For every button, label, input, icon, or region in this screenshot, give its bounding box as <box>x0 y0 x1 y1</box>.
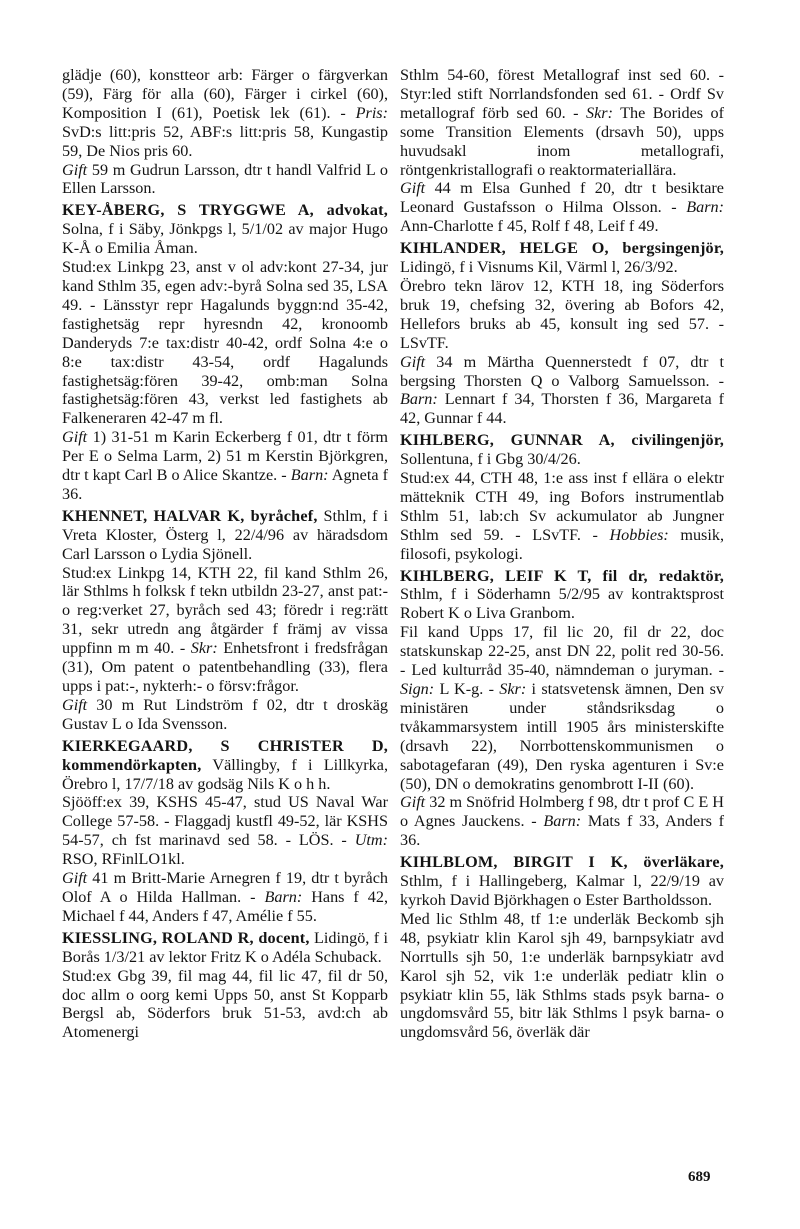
entry-paragraph <box>62 66 388 161</box>
entry-paragraph <box>62 564 388 696</box>
entry-text: Hans f 42, Michael f 44, Anders f 47, Amélie f 55. <box>62 887 388 925</box>
entry-paragraph <box>400 353 724 429</box>
entry-paragraph <box>400 179 724 236</box>
entry-text: Sthlm, f i Söderhamn 5/2/95 av kontraktsprost Robert K o Liva Granbom. <box>400 585 724 623</box>
entry-text: Ann-Charlotte f 45, Rolf f 48, Leif f 49. <box>400 217 659 236</box>
section-label: Gift <box>62 428 88 447</box>
section-label: Barn: <box>543 812 582 831</box>
entry-text: Fil kand Upps 17, fil lic 20, fil dr 22, doc statskunskap 22-25, anst DN 22, polit red 30-56. - Led kulturråd 35-40, nämndeman o juryman. - <box>400 623 724 680</box>
section-label: Barn: <box>400 390 438 409</box>
entry-text: musik, filosofi, psykologi. <box>400 525 724 563</box>
entry-text: 30 m Rut Lindström f 02, dtr t droskäg Gustav L o Ida Svensson. <box>62 695 388 733</box>
entry-name: KIHLBERG, LEIF K T, fil dr, redaktör, <box>400 566 724 585</box>
entry-paragraph <box>400 469 724 564</box>
left-column <box>62 66 388 1042</box>
entry-text: Mats f 33, Anders f 36. <box>400 812 724 850</box>
entry-text: Örebro tekn lärov 12, KTH 18, ing Söderfors bruk 19, chefsing 32, övering ab Bofors 42, Hellefors bruks ab 45, konsult ing sed 57. - LSvTF. <box>400 276 724 352</box>
entry-paragraph <box>62 696 388 734</box>
entry-text: Lidingö, f i Visnums Kil, Värml l, 26/3/92. <box>400 258 678 277</box>
entry-text: Sthlm, f i Vreta Kloster, Österg l, 22/4/96 av häradsdom Carl Larsson o Lydia Sjönell. <box>62 506 389 563</box>
entry-text: Enhetsfront i fredsfrågan (31), Om patent o patentbehandling (33), flera upps i pat:-, nykterh:- o försv:frågor. <box>62 639 389 695</box>
entry-text: Lennart f 34, Thorsten f 36, Margareta f 42, Gunnar f 44. <box>400 390 724 428</box>
entry-name: KIESSLING, ROLAND R, docent, <box>62 928 310 947</box>
entry-name: KIHLBLOM, BIRGIT I K, överläkare, <box>400 853 724 872</box>
entry-paragraph <box>400 793 724 850</box>
section-label: Skr: <box>190 639 218 658</box>
section-label: Gift <box>400 352 426 371</box>
entry-text: Med lic Sthlm 48, tf 1:e underläk Beckomb sjh 48, psykiatr klin Karol sjh 49, barnpsykiatr avd Norrtulls sjh 50, 1:e underläk barnpsykiatr avd Karol sjh 52, vik 1:e underläk pediatr klin o psykiatr klin 55, läk Sthlms stads psyk barna- o ungdomsvård 55, bitr läk Sthlms l psyk barna- o ungdomsvård 56, överläk där <box>400 909 724 1042</box>
section-label: Pris: <box>355 103 388 122</box>
entry-text: RSO, RFinlLO1kl. <box>62 850 185 869</box>
entry-paragraph <box>62 869 388 926</box>
entry-name: KEY-ÅBERG, S TRYGGWE A, advokat, <box>62 201 388 220</box>
entry-text: The Borides of some Transition Elements (drsavh 50), upps huvudsakl inom metallografi, röntgenkristallografi o reaktormateriallära. <box>400 103 725 179</box>
entry-text: Stud:ex Linkpg 23, anst v ol adv:kont 27-34, jur kand Sthlm 35, egen adv:-byrå Solna sed 35, LSA 49. - Länsstyr repr Hagalunds byggn:nd 35-42, fastighetsäg repr hyresndn 42, kronoomb Danderyds 7:e tax:distr 40-42, ordf Solna 4:e o 8:e tax:distr 43-54, ordf Hagalunds fastighetsäg:fören 39-42, omb:man Solna fastighetsäg:fören 43, verkst led fastighets ab Falkeneraren 42-47 m fl. <box>62 258 388 428</box>
entry-paragraph <box>400 66 724 179</box>
section-label: Gift <box>62 869 88 888</box>
entry-text: 34 m Märtha Quennerstedt f 07, dtr t bergsing Thorsten Q o Valborg Samuelsson. - <box>400 352 724 390</box>
entry-paragraph <box>400 910 724 1042</box>
section-label: Utm: <box>354 831 388 850</box>
entry-name: KIHLBERG, GUNNAR A, civilingenjör, <box>400 431 724 450</box>
biography-entry-heading <box>400 431 724 469</box>
entry-text: 41 m Britt-Marie Arnegren f 19, dtr t byråch Olof A o Hilda Hallman. - <box>62 869 388 906</box>
section-label: Sign: <box>400 680 435 698</box>
section-label: Skr: <box>586 103 613 122</box>
entry-text: Sollentuna, f i Gbg 30/4/26. <box>400 450 581 469</box>
entry-text: Vällingby, f i Lillkyrka, Örebro l, 17/7/18 av godsäg Nils K o h h. <box>62 755 388 793</box>
entry-text: L K-g. - <box>434 680 500 698</box>
entry-text: 44 m Elsa Gunhed f 20, dtr t besiktare Leonard Gustafsson o Hilma Olsson. - <box>400 179 724 217</box>
entry-paragraph <box>62 967 388 1043</box>
section-label: Barn: <box>264 887 303 906</box>
biography-entry-heading <box>62 737 388 794</box>
entry-text: Agneta f 36. <box>62 466 388 503</box>
section-label: Skr: <box>499 680 527 698</box>
section-label: Barn: <box>290 466 329 485</box>
entry-text: Sthlm 54-60, förest Metallograf inst sed 60. - Styr:led stift Norrlandsfonden sed 61. - Ordf Sv metallograf förb sed 60. - <box>400 66 724 122</box>
entry-text: Lidingö, f i Borås 1/3/21 av lektor Fritz K o Adéla Schuback. <box>62 928 388 966</box>
entry-text: Stud:ex 44, CTH 48, 1:e ass inst f ellära o elektr mätteknik CTH 49, ing Bofors instrumentlab Sthlm 51, lab:ch Sv ackumulator ab Jungner Sthlm sed 59. - LSvTF. - <box>400 469 724 544</box>
entry-text: Stud:ex Gbg 39, fil mag 44, fil lic 47, fil dr 50, doc allm o oorg kemi Upps 50, anst St Kopparb Bergsl ab, Söderfors bruk 51-53, avd:ch ab Atomenergi <box>62 966 388 1042</box>
biography-entry-heading <box>400 853 724 910</box>
entry-text: 59 m Gudrun Larsson, dtr t handl Valfrid L o Ellen Larsson. <box>62 160 388 198</box>
entry-paragraph <box>62 258 388 428</box>
section-label: Hobbies: <box>609 525 669 544</box>
entry-text: Stud:ex Linkpg 14, KTH 22, fil kand Sthlm 26, lär Sthlms h folksk f tekn utbildn 23-27, anst pat:- o reg:verket 27, byråch sed 43; föredr i reg:rätt 31, sekr utredn ang åtgärder f främj av vissa uppfinn m m 40. - <box>62 563 388 658</box>
biography-entry-heading <box>62 929 388 967</box>
entry-name: KHENNET, HALVAR K, byråchef, <box>62 506 318 525</box>
biography-entry-heading <box>400 239 724 277</box>
section-label: Gift <box>62 695 88 714</box>
entry-text: i statsvetensk ämnen, Den sv ministären under ståndsriksdag o tvåkammarsystem intill 1905 års ministerskifte (drsavh 22), Norrbottenskommunismen o sabotagefaran (49), Den ryska agenturen i Sv:e (50), DN o demokratins genombrott I-II (60). <box>400 680 724 793</box>
section-label: Gift <box>400 179 426 198</box>
page-number: 689 <box>688 1169 711 1185</box>
section-label: Gift <box>62 160 88 179</box>
entry-text: SvD:s litt:pris 52, ABF:s litt:pris 58, Kungastip 59, De Nios pris 60. <box>62 122 388 160</box>
right-column <box>400 66 724 1042</box>
entry-paragraph <box>62 793 388 869</box>
entry-name: KIERKEGAARD, S CHRISTER D, kommendörkapten, <box>62 736 388 774</box>
entry-paragraph <box>400 277 724 353</box>
biography-entry-heading <box>400 567 724 624</box>
entry-text: Sjööff:ex 39, KSHS 45-47, stud US Naval War College 57-58. - Flaggadj kustfl 49-52, lär KSHS 54-57, ch fst marinavd sed 58. - LÖS. - <box>62 793 388 850</box>
entry-text: 32 m Snöfrid Holmberg f 98, dtr t prof C E H o Agnes Jauckens. - <box>400 793 724 831</box>
entry-name: KIHLANDER, HELGE O, bergsingenjör, <box>400 239 724 258</box>
section-label: Gift <box>400 793 426 812</box>
biography-entry-heading <box>62 507 388 564</box>
entry-text: Sthlm, f i Hallingeberg, Kalmar l, 22/9/19 av kyrkoh David Björkhagen o Ester Bartholdsson. <box>400 872 724 909</box>
entry-text: Solna, f i Säby, Jönkpgs l, 5/1/02 av major Hugo K-Å o Emilia Åman. <box>62 220 388 258</box>
biography-entry-heading <box>62 201 388 258</box>
entry-text: 1) 31-51 m Karin Eckerberg f 01, dtr t förm Per E o Selma Larm, 2) 51 m Kerstin Björkgren, dtr t kapt Carl B o Alice Skantze. - <box>62 428 388 485</box>
section-label: Barn: <box>686 198 724 217</box>
entry-paragraph <box>62 161 388 199</box>
entry-paragraph <box>400 623 724 793</box>
entry-text: glädje (60), konstteor arb: Färger o färgverkan (59), Färg för alla (60), Färger i cirkel (60), Komposition I (61), Poetisk lek (61). - <box>62 66 388 122</box>
entry-paragraph <box>62 428 388 504</box>
